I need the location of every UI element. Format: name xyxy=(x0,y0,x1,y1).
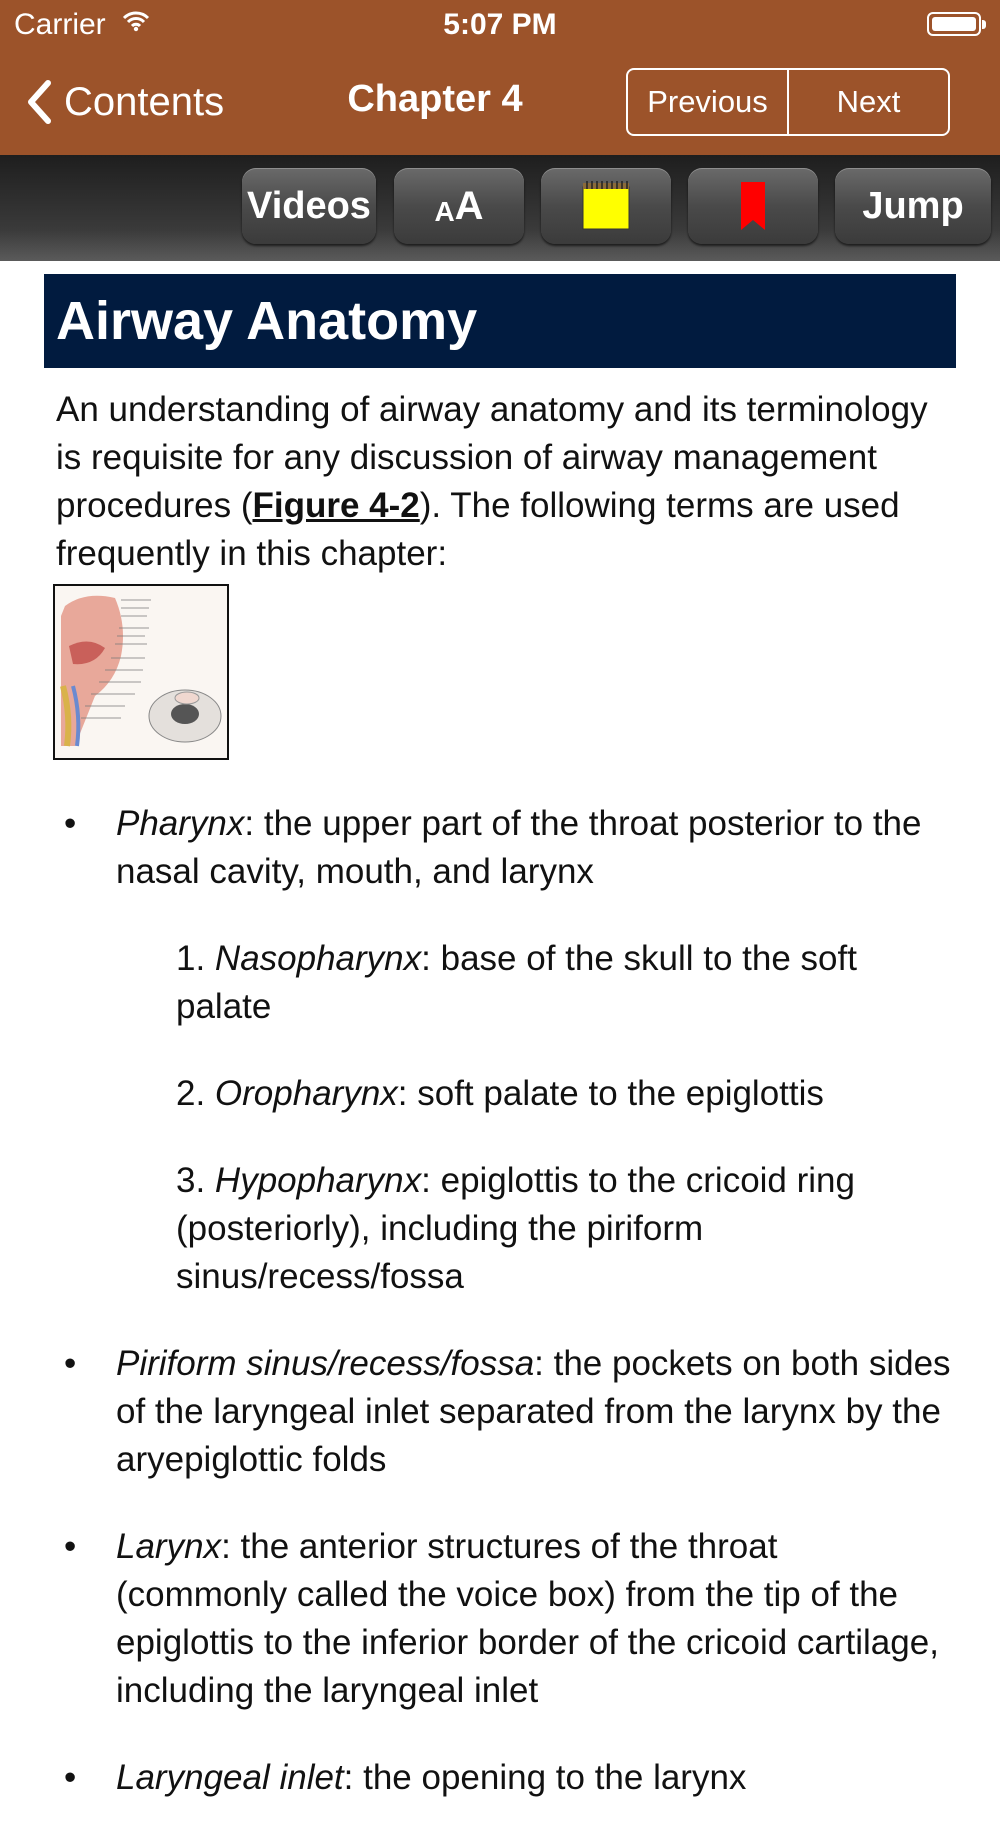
list-item xyxy=(44,1754,956,1802)
item-number: 2. xyxy=(176,1074,215,1113)
notepad-icon xyxy=(581,181,631,231)
sub-list-item xyxy=(44,1157,956,1301)
definition: : soft palate to the epiglottis xyxy=(397,1074,824,1113)
item-number: 1. xyxy=(176,939,215,978)
definition: : epiglottis to the cricoid ring (posteriorly), including the piriform sinus/recess/fossa xyxy=(176,1161,855,1296)
next-button[interactable]: Next xyxy=(836,84,901,119)
term: Piriform sinus/recess/fossa xyxy=(116,1344,535,1383)
battery-icon xyxy=(927,12,981,36)
bullet-dot: • xyxy=(64,1344,77,1383)
sub-list-item xyxy=(44,935,956,1031)
term: Pharynx xyxy=(116,804,245,843)
jump-button[interactable]: Jump xyxy=(835,168,991,244)
back-button[interactable] xyxy=(26,70,224,134)
figure-link[interactable]: Figure 4-2 xyxy=(252,486,420,525)
list-item xyxy=(44,1340,956,1484)
airway-anatomy-illustration xyxy=(55,586,227,758)
chapter-title: Chapter 4 xyxy=(347,78,523,120)
bullet-dot: • xyxy=(64,804,77,843)
intro-paragraph xyxy=(56,386,956,578)
article-content xyxy=(44,274,956,1841)
navigation-bar xyxy=(0,0,1000,155)
videos-button[interactable]: Videos xyxy=(242,168,376,244)
list-item xyxy=(44,800,956,896)
status-time: 5:07 PM xyxy=(443,8,557,41)
back-button-label: Contents xyxy=(64,79,225,124)
definition: : the upper part of the throat posterior to the nasal cavity, mouth, and larynx xyxy=(116,804,922,891)
sub-list-item xyxy=(44,1070,956,1118)
term: Laryngeal inlet xyxy=(116,1758,344,1797)
definition: : the pockets on both sides of the laryngeal inlet separated from the larynx by the aryepiglottic folds xyxy=(116,1344,951,1479)
term: Larynx xyxy=(116,1527,222,1566)
section-heading: Airway Anatomy xyxy=(44,274,956,368)
item-number: 3. xyxy=(176,1161,215,1200)
list-item xyxy=(44,1523,956,1715)
intro-text-end: ). The following terms are used frequently in this chapter: xyxy=(56,486,900,573)
term: Oropharynx xyxy=(214,1074,398,1113)
chapter-pager xyxy=(626,68,950,136)
definition: : the opening to the larynx xyxy=(343,1758,747,1797)
bullet-dot: • xyxy=(64,1758,77,1797)
terms-list xyxy=(44,800,956,1802)
definition: : the anterior structures of the throat (commonly called the voice box) from the tip of the epiglottis to the inferior border of the cricoid cartilage, including the laryngeal inlet xyxy=(116,1527,939,1710)
font-size-icon: A A xyxy=(434,184,484,228)
definition: : base of the skull to the soft palate xyxy=(176,939,857,1026)
term: Nasopharynx xyxy=(214,939,422,978)
chevron-left-icon xyxy=(26,80,52,124)
figure-thumbnail[interactable] xyxy=(53,584,229,760)
term: Hypopharynx xyxy=(214,1161,422,1200)
bookmark-button[interactable] xyxy=(688,168,818,244)
bookmark-icon xyxy=(740,182,766,230)
font-size-button[interactable] xyxy=(394,168,524,244)
carrier-label: Carrier xyxy=(14,8,106,41)
notes-button[interactable] xyxy=(541,168,671,244)
bullet-dot: • xyxy=(64,1527,77,1566)
intro-text-start: An understanding of airway anatomy and its terminology is requisite for any discussion of airway management procedures ( xyxy=(56,390,928,525)
toolbar xyxy=(0,155,1000,261)
previous-button[interactable]: Previous xyxy=(628,70,789,134)
